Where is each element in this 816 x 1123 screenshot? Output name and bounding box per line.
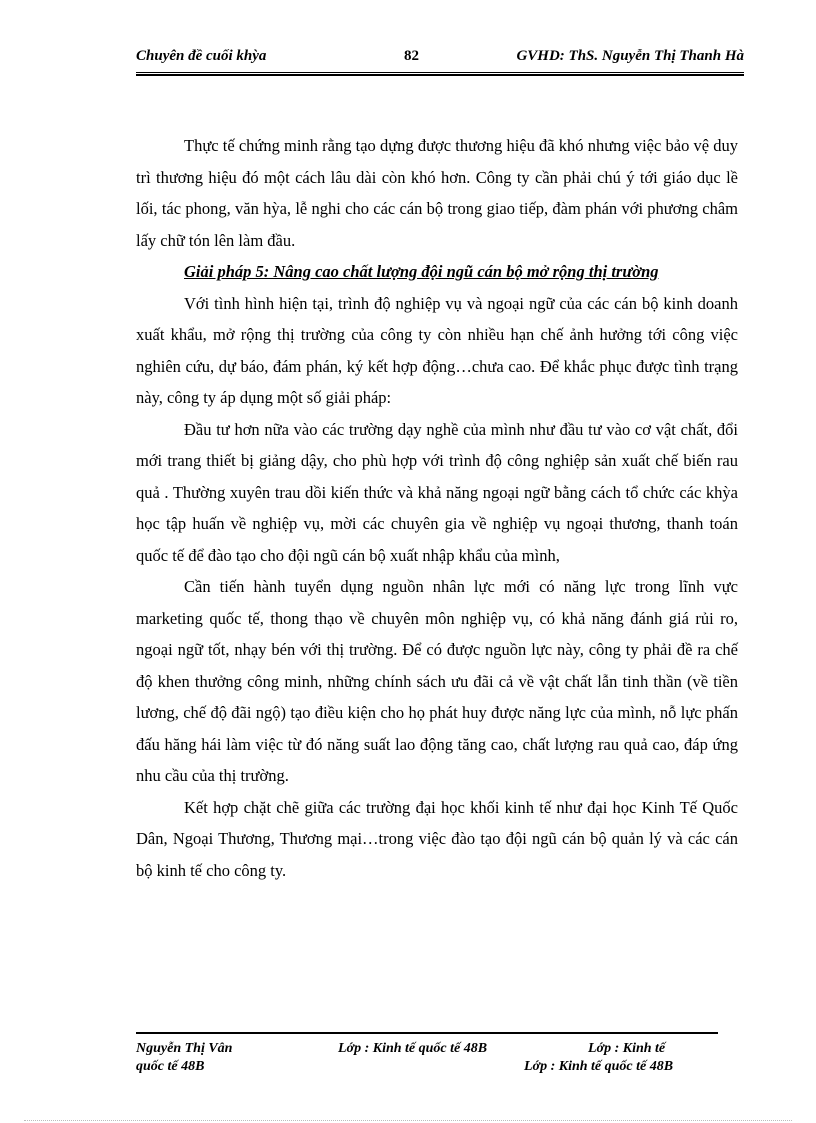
footer-class-part2: quốc tế 48B (136, 1059, 205, 1074)
body-paragraph: Kết hợp chặt chẽ giữa các trường đại học khối kinh tế như đại học Kinh Tế Quốc Dân, Ngoại Thương, Thương mại…trong việc đào tạo đội ngũ cán bộ quản lý và các cán bộ kinh tế cho công ty. (136, 797, 738, 880)
header-document-title: Chuyên đề cuối khỳa (136, 48, 267, 64)
footer-divider (136, 1032, 718, 1034)
footer-class-part1: Lớp : Kinh tế (588, 1041, 666, 1056)
page-footer (136, 1040, 718, 1080)
body-paragraph: Cần tiến hành tuyển dụng nguồn nhân lực mới có năng lực trong lĩnh vực marketing quốc tế, thong thạo về chuyên môn nghiệp vụ, có khả năng đánh giá rủi ro, ngoại ngữ tốt, nhạy bén với thị trường. Để có được nguồn lực này, công ty phải đề ra chế độ khen thưởng công minh, những chính sách ưu đãi cả về vật chất lẫn tinh thần (về tiền lương, chế độ đãi ngộ) tạo điều kiện cho họ phát huy được năng lực của mình, nỗ lực phấn đấu hăng hái làm việc từ đó năng suất lao động tăng cao, chất lượng rau quả cao, đáp ứng nhu cầu của thị trường. (136, 577, 738, 785)
body-paragraph: Với tình hình hiện tại, trình độ nghiệp vụ và ngoại ngữ của các cán bộ kinh doanh xuất khẩu, mở rộng thị trường của công ty còn nhiều hạn chế ảnh hưởng tới công việc nghiên cứu, dự báo, đám phán, ký kết hợp động…chưa cao. Để khắc phục được tình trạng này, công ty áp dụng một số giải pháp: (136, 293, 738, 407)
page-number: 82 (404, 48, 419, 64)
page-edge (24, 1120, 792, 1121)
footer-class-repeat: Lớp : Kinh tế quốc tế 48B (524, 1059, 674, 1074)
footer-class: Lớp : Kinh tế quốc tế 48B (338, 1041, 488, 1056)
body-paragraph: Thực tế chứng minh rằng tạo dựng được thương hiệu đã khó nhưng việc bảo vệ duy trì thương hiệu đó một cách lâu dài còn khó hơn. Công ty cần phải chú ý tới giáo dục lề lối, tác phong, văn hỳa, lễ nghi cho các cán bộ trong giao tiếp, đàm phán với phương châm lấy chữ tón lên làm đầu. (136, 136, 738, 250)
page-header (136, 48, 744, 70)
footer-author: Nguyễn Thị Vân (136, 1041, 233, 1056)
body-paragraph: Đầu tư hơn nữa vào các trường dạy nghề của mình như đầu tư vào cơ vật chất, đổi mới trang thiết bị giảng dậy, cho phù hợp với trình độ công nghiệp sản xuất chế biến rau quả . Thường xuyên trau dồi kiến thức và khả năng ngoại ngữ bằng cách tổ chức các khỳa học tập huấn về nghiệp vụ, mời các chuyên gia về nghiệp vụ ngoại thương, thanh toán quốc tế để đào tạo cho đội ngũ cán bộ xuất nhập khẩu của mình, (136, 419, 738, 565)
section-heading: Giải pháp 5: Nâng cao chất lượng đội ngũ cán bộ mở rộng thị trường (184, 262, 659, 281)
header-advisor: GVHD: ThS. Nguyễn Thị Thanh Hà (516, 48, 744, 64)
header-divider (136, 72, 744, 76)
page-body (136, 130, 738, 886)
